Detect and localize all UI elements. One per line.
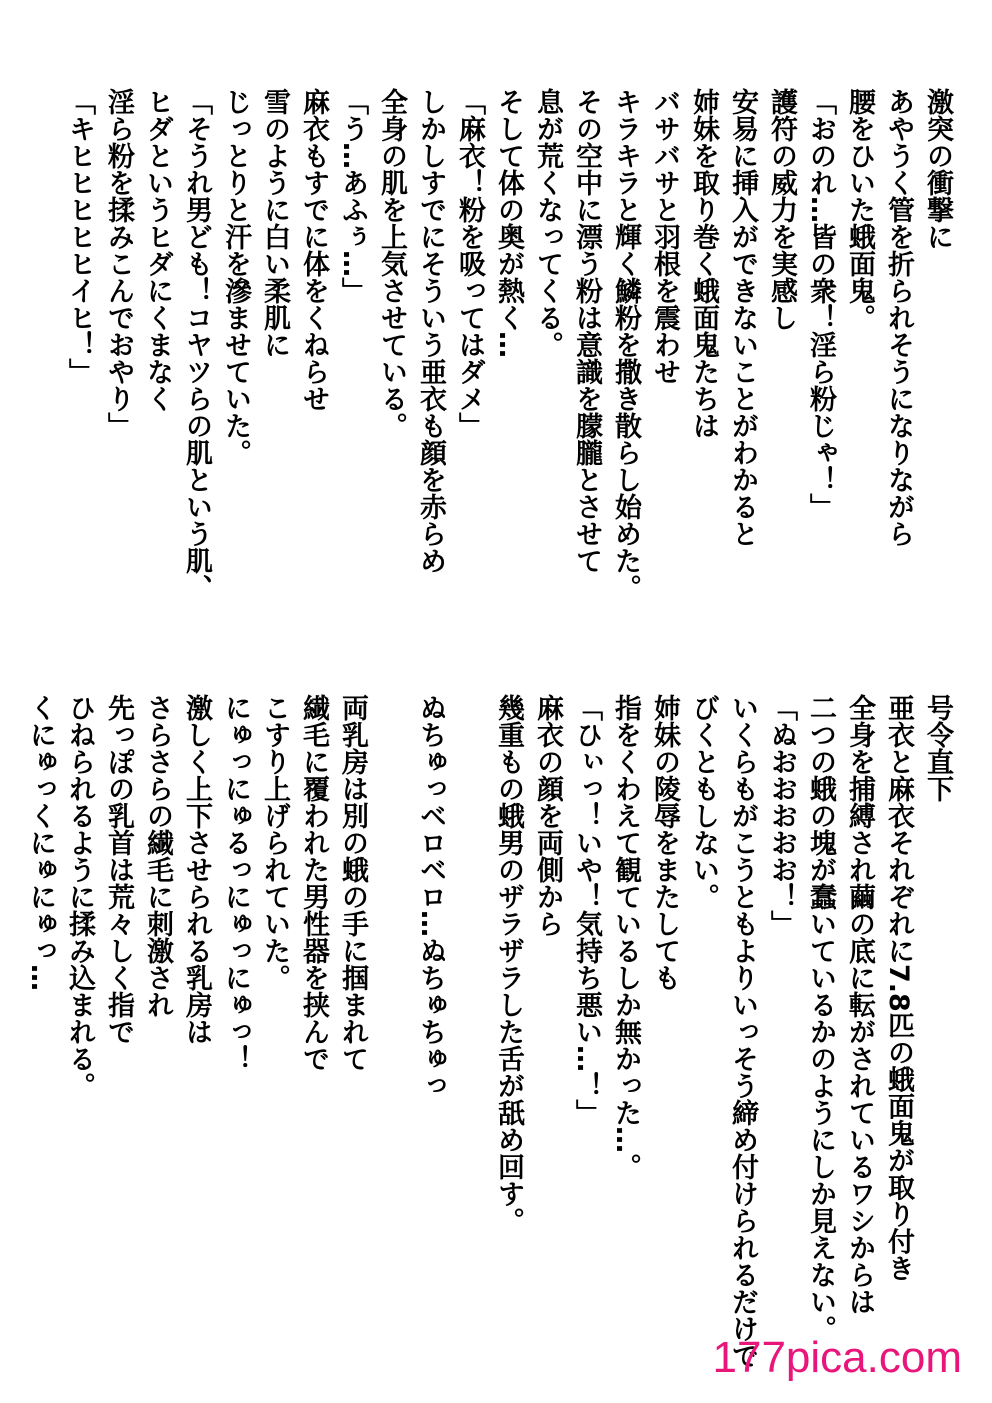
text-line: 護符の威力を実感し	[766, 88, 797, 331]
text-line: びくともしない。	[688, 694, 719, 910]
text-line: ぬちゅっベロベロ…ぬちゅちゅっ	[415, 694, 446, 1099]
text-line: あやうく管を折られそうになりながら	[883, 88, 914, 547]
text-line: いくらもがこうともよりいっそう締め付けられるだけで	[727, 694, 758, 1369]
text-line: 激突の衝撃に	[922, 88, 953, 250]
top-text-block	[60, 88, 957, 648]
text-line: 「そうれ男ども！コヤツらの肌という肌、	[181, 88, 212, 601]
text-line: そして体の奥が熱く…	[493, 88, 524, 358]
text-line: 幾重もの蛾男のザラザラした舌が舐め回す。	[493, 694, 524, 1234]
text-line: にゅっにゅるっにゅっにゅっ！	[220, 694, 251, 1072]
text-line: 指をくわえて観ているしか無かった…。	[610, 694, 641, 1180]
text-line: 麻衣の顔を両側から	[532, 694, 563, 937]
text-line: 「ひぃっ！いや！気持ち悪い…！」	[571, 694, 602, 1126]
text-line: 先っぽの乳首は荒々しく指で	[103, 694, 134, 1045]
text-line: こすり上げられていた。	[259, 694, 290, 991]
bottom-text-block	[21, 694, 957, 1374]
text-line: 「う…あふぅ…」	[337, 88, 368, 304]
text-line: 全身の肌を上気させている。	[376, 88, 407, 439]
text-line: キラキラと輝く鱗粉を撒き散らし始めた。	[610, 88, 641, 601]
text-line: 「キヒヒヒヒヒイヒ！」	[64, 88, 95, 385]
text-line: 淫ら粉を揉みこんでおやり」	[103, 88, 134, 439]
text-line: その空中に漂う粉は意識を朦朧とさせて	[571, 88, 602, 574]
text-line: 繊毛に覆われた男性器を挟んで	[298, 694, 329, 1072]
text-line: 「ぬおおおおお！」	[766, 694, 797, 937]
text-line: 腰をひいた蛾面鬼。	[844, 88, 875, 331]
text-line: 二つの蛾の塊が蠢いているかのようにしか見えない。	[805, 694, 836, 1342]
text-line: 麻衣もすでに体をくねらせ	[298, 88, 329, 412]
text-line	[372, 694, 411, 1374]
text-line: じっとりと汗を滲ませていた。	[220, 88, 251, 466]
text-line: 「麻衣！粉を吸ってはダメ」	[454, 88, 485, 439]
text-line: くにゅっくにゅにゅっ…	[25, 694, 56, 991]
text-line: 姉妹の陵辱をまたしても	[649, 694, 680, 991]
text-line: 全身を捕縛され繭の底に転がされているワシからは	[844, 694, 875, 1315]
text-line: 雪のように白い柔肌に	[259, 88, 290, 358]
text-line: 姉妹を取り巻く蛾面鬼たちは	[688, 88, 719, 439]
text-line: 息が荒くなってくる。	[532, 88, 563, 358]
text-line: 亜衣と麻衣それぞれに7.8匹の蛾面鬼が取り付き	[883, 694, 914, 1282]
text-line: 安易に挿入ができないことがわかると	[727, 88, 758, 547]
text-line: 激しく上下させられる乳房は	[181, 694, 212, 1045]
text-line: さらさらの繊毛に刺激され	[142, 694, 173, 1018]
watermark-label[interactable]: 177pica.com	[712, 1333, 962, 1382]
text-line: しかしすでにそういう亜衣も顔を赤らめ	[415, 88, 446, 574]
text-line: バサバサと羽根を震わせ	[649, 88, 680, 385]
text-line	[450, 694, 489, 1374]
text-line: 両乳房は別の蛾の手に掴まれて	[337, 694, 368, 1072]
text-line: 「おのれ…皆の衆！淫ら粉じゃ！」	[805, 88, 836, 520]
text-line: ヒダというヒダにくまなく	[142, 88, 173, 412]
text-line: ひねられるように揉み込まれる。	[64, 694, 95, 1099]
text-line: 号令直下	[922, 694, 953, 802]
